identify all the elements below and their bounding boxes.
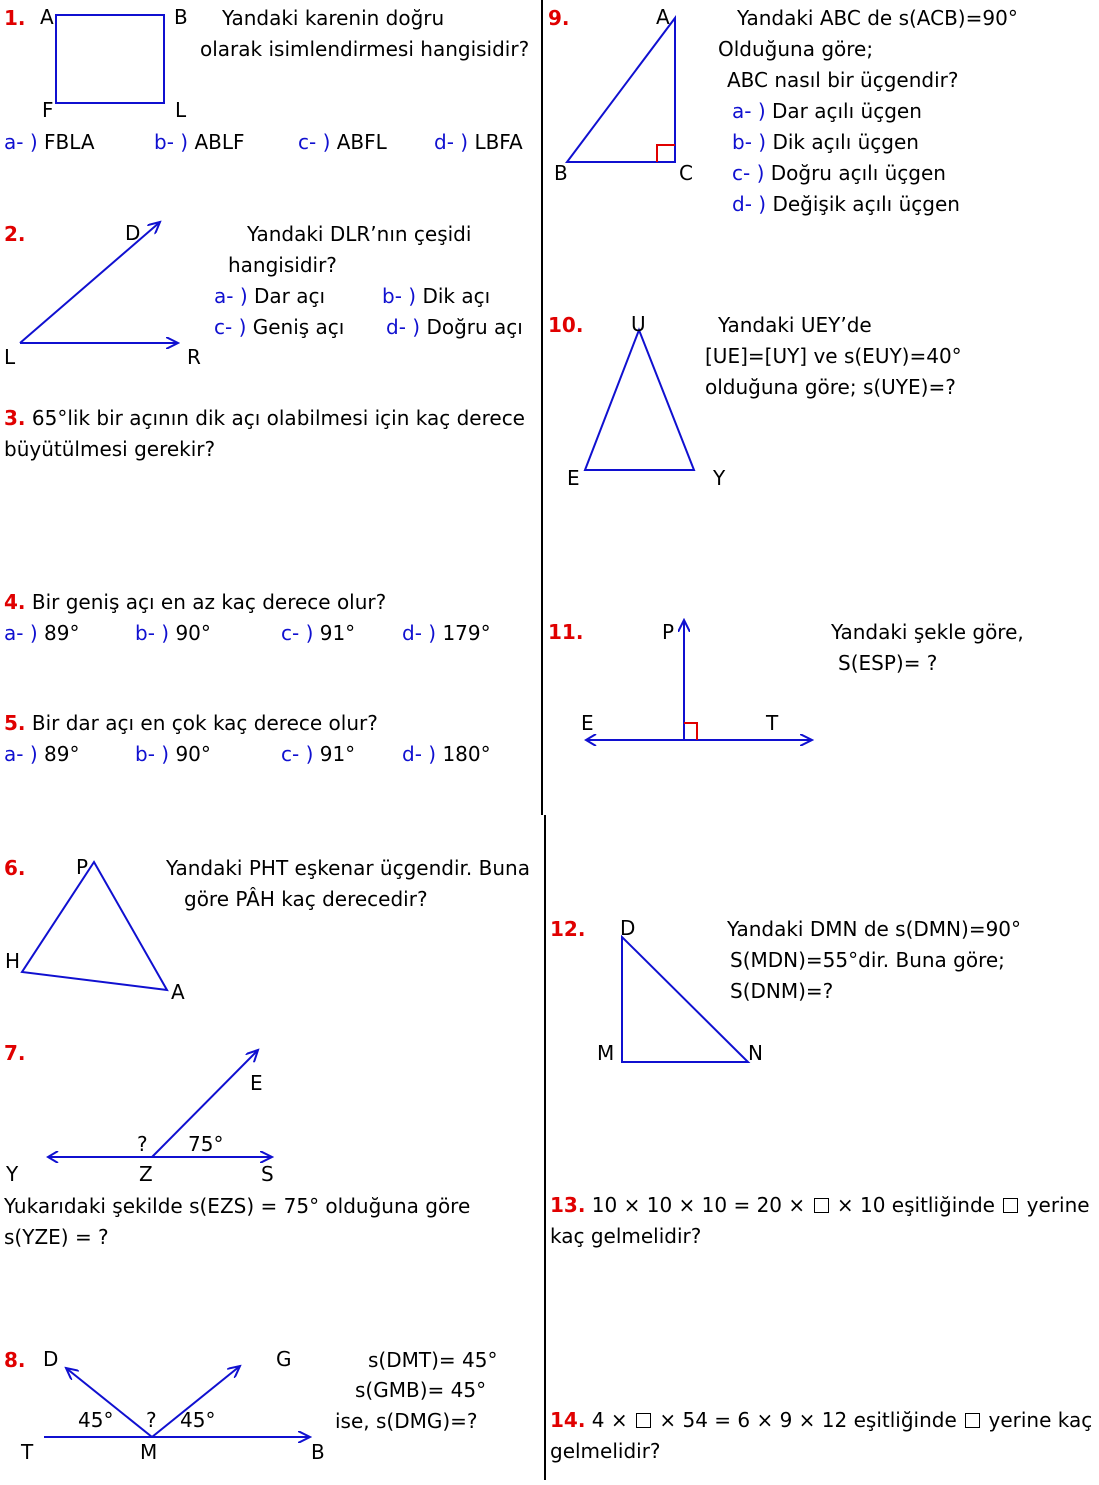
q6-number: 6. [4, 856, 26, 880]
q6-label-h: H [5, 949, 21, 973]
q8-label-t: T [21, 1440, 34, 1464]
q2-label-d: D [125, 221, 141, 245]
q9-number: 9. [548, 6, 570, 30]
q13-question-line1: 13. 10 × 10 × 10 = 20 × × 10 eşitliğinde yerine [550, 1193, 1090, 1217]
q6-question-line1: Yandaki PHT eşkenar üçgendir. Buna [166, 856, 530, 880]
q8-angle-left: 45° [78, 1408, 114, 1432]
q12-question-line2: S(MDN)=55°dir. Buna göre; [730, 948, 1005, 972]
q13-blank-box-2 [1003, 1198, 1018, 1213]
q8-number: 8. [4, 1348, 26, 1372]
q11-number: 11. [548, 620, 584, 644]
q8-label-m: M [140, 1440, 158, 1464]
q10-question-line2: [UE]=[UY] ve s(EUY)=40° [705, 344, 962, 368]
q9-right-angle-mark [657, 145, 675, 162]
q5-option-a: a- ) 89° [4, 742, 80, 766]
q8-question-line1: s(DMT)= 45° [368, 1348, 498, 1372]
q11-label-e: E [581, 711, 594, 735]
q9-option-b: b- ) Dik açılı üçgen [732, 130, 919, 154]
q14-blank-box-2 [965, 1413, 980, 1428]
q5-option-c: c- ) 91° [281, 742, 356, 766]
q3-question-line1: 3. 65°lik bir açının dik açı olabilmesi için kaç derece [4, 406, 525, 430]
q9-question-line3: ABC nasıl bir üçgendir? [727, 68, 959, 92]
q9-option-c: c- ) Doğru açılı üçgen [732, 161, 946, 185]
q9-option-a: a- ) Dar açılı üçgen [732, 99, 922, 123]
q5-option-d: d- ) 180° [402, 742, 491, 766]
q4-option-c: c- ) 91° [281, 621, 356, 645]
q8-question-mark: ? [146, 1408, 157, 1432]
q10-label-u: U [631, 312, 646, 336]
q14-question-line2: gelmelidir? [550, 1439, 661, 1463]
q8-question-line3: ise, s(DMG)=? [335, 1409, 478, 1433]
q10-question-line3: olduğuna göre; s(UYE)=? [705, 375, 956, 399]
q10-triangle [585, 330, 694, 470]
q2-option-b: b- ) Dik açı [382, 284, 491, 308]
q9-label-b: B [554, 161, 568, 185]
q1-number: 1. [4, 6, 26, 30]
q1-option-c: c- ) ABFL [298, 130, 387, 154]
q1-question-line1: Yandaki karenin doğru [222, 6, 445, 30]
q7-label-y: Y [6, 1162, 19, 1186]
q7-question-line2: s(YZE) = ? [4, 1225, 109, 1249]
q10-label-e: E [567, 466, 580, 490]
q8-label-d: D [43, 1347, 59, 1371]
q1-label-b: B [174, 5, 188, 29]
q14-blank-box-1 [636, 1413, 651, 1428]
q9-triangle [567, 18, 675, 162]
q12-label-m: M [597, 1041, 615, 1065]
q6-label-a: A [171, 980, 185, 1004]
q7-question-mark: ? [137, 1132, 148, 1156]
q10-number: 10. [548, 313, 584, 337]
q13-question-line2: kaç gelmelidir? [550, 1224, 702, 1248]
q2-label-l: L [4, 345, 16, 369]
q2-option-c: c- ) Geniş açı [214, 315, 345, 339]
q2-number: 2. [4, 222, 26, 246]
q8-angle-right: 45° [180, 1408, 216, 1432]
q13-blank-box-1 [814, 1198, 829, 1213]
q2-option-a: a- ) Dar açı [214, 284, 326, 308]
q4-option-b: b- ) 90° [135, 621, 211, 645]
q9-question-line2: Olduğuna göre; [718, 37, 874, 61]
q8-label-g: G [276, 1347, 292, 1371]
q11-question-line2: S(ESP)= ? [838, 651, 938, 675]
q2-question-line2: hangisidir? [228, 253, 337, 277]
q9-label-c: C [679, 161, 693, 185]
q2-label-r: R [187, 345, 201, 369]
q1-option-a: a- ) FBLA [4, 130, 95, 154]
q4-option-a: a- ) 89° [4, 621, 80, 645]
q1-label-l: L [175, 98, 187, 122]
q4-question: 4. Bir geniş açı en az kaç derece olur? [4, 590, 387, 614]
q7-question-line1: Yukarıdaki şekilde s(EZS) = 75° olduğuna göre [4, 1194, 471, 1218]
q11-right-angle-mark [684, 723, 697, 740]
q11-question-line1: Yandaki şekle göre, [831, 620, 1024, 644]
q12-question-line3: S(DNM)=? [730, 979, 834, 1003]
q9-question-line1: Yandaki ABC de s(ACB)=90° [737, 6, 1018, 30]
q9-label-a: A [656, 5, 670, 29]
q1-option-d: d- ) LBFA [434, 130, 523, 154]
q3-question-line2: büyütülmesi gerekir? [4, 437, 216, 461]
q10-question-line1: Yandaki UEY’de [718, 313, 872, 337]
q7-label-e: E [250, 1071, 263, 1095]
q1-square [56, 15, 164, 103]
q7-label-s: S [261, 1162, 274, 1186]
q1-question-line2: olarak isimlendirmesi hangisidir? [200, 37, 530, 61]
q7-angle-label: 75° [188, 1132, 224, 1156]
q4-option-d: d- ) 179° [402, 621, 491, 645]
q12-label-d: D [620, 916, 636, 940]
q9-option-d: d- ) Değişik açılı üçgen [732, 192, 960, 216]
q12-question-line1: Yandaki DMN de s(DMN)=90° [727, 917, 1022, 941]
q7-number: 7. [4, 1041, 26, 1065]
q11-label-p: P [662, 620, 675, 644]
q2-option-d: d- ) Doğru açı [386, 315, 523, 339]
q12-number: 12. [550, 917, 586, 941]
q8-question-line2: s(GMB)= 45° [355, 1378, 487, 1402]
q1-label-a: A [40, 5, 54, 29]
q1-label-f: F [42, 98, 54, 122]
q14-question-line1: 14. 4 × × 54 = 6 × 9 × 12 eşitliğinde yerine kaç [550, 1408, 1093, 1432]
q12-label-n: N [748, 1041, 763, 1065]
q7-label-z: Z [139, 1162, 153, 1186]
q11-label-t: T [766, 711, 779, 735]
q8-label-b: B [311, 1440, 325, 1464]
q10-label-y: Y [713, 466, 726, 490]
q6-triangle [22, 862, 167, 990]
q6-label-p: P [76, 855, 89, 879]
q5-question: 5. Bir dar açı en çok kaç derece olur? [4, 711, 378, 735]
q2-question-line1: Yandaki DLR’nın çeşidi [247, 222, 472, 246]
q1-option-b: b- ) ABLF [154, 130, 245, 154]
q6-question-line2: göre PÂH kaç derecedir? [184, 887, 428, 911]
q5-option-b: b- ) 90° [135, 742, 211, 766]
